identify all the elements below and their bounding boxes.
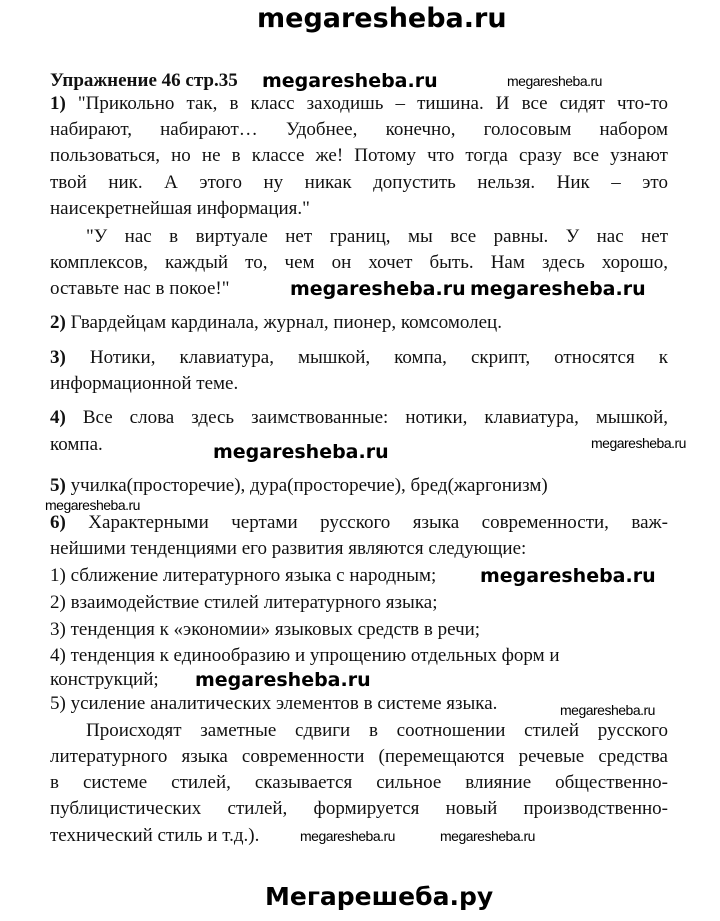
text-line xyxy=(50,799,668,819)
text-line xyxy=(50,313,668,333)
line-text: "Прикольно так, в класс заходишь – тишина. И все сидят что-то xyxy=(65,93,668,114)
line-text: публицистических стилей, формируется новый производственно- xyxy=(50,798,668,819)
item-number: 6) xyxy=(50,512,66,533)
watermark: megaresheba.ru xyxy=(262,70,438,92)
watermark: megaresheba.ru xyxy=(213,441,389,463)
watermark: megaresheba.ru xyxy=(440,828,535,844)
text-line xyxy=(50,146,668,166)
text-line xyxy=(50,513,668,533)
watermark-footer: Мегарешеба.ру xyxy=(265,882,494,911)
text-line xyxy=(50,747,668,767)
exercise-heading: Упражнение 46 стр.35 xyxy=(50,70,238,91)
text-line xyxy=(50,199,668,219)
watermark: megaresheba.ru xyxy=(195,669,371,691)
watermark: megaresheba.ru xyxy=(480,565,656,587)
watermark-top: megaresheba.ru xyxy=(257,3,507,34)
line-text: компа. xyxy=(50,434,103,455)
text-line xyxy=(50,593,668,613)
line-text: твой ник. А этого ну никак допустить нельзя. Ник – это xyxy=(50,172,668,193)
watermark: megaresheba.ru xyxy=(470,278,646,300)
item-number: 1) xyxy=(50,93,66,114)
item-number: 3) xyxy=(50,347,66,368)
text-line xyxy=(86,227,668,247)
item-number: 4) xyxy=(50,407,66,428)
line-text: конструкций; xyxy=(50,669,159,690)
line-text: училка(просторечие), дура(просторечие), бред(жаргонизм) xyxy=(65,475,548,496)
line-text: технический стиль и т.д.). xyxy=(50,825,260,846)
line-text: нейшими тенденциями его развития являются следующие: xyxy=(50,538,527,559)
text-line xyxy=(50,620,668,640)
watermark: megaresheba.ru xyxy=(507,73,602,89)
text-line xyxy=(50,408,668,428)
text-line xyxy=(50,253,668,273)
text-line xyxy=(50,94,668,114)
line-text: 2) взаимодействие стилей литературного языка; xyxy=(50,592,438,613)
line-text: литературного языка современности (перемещаются речевые средства xyxy=(50,746,668,767)
line-text: наисекретнейшая информация." xyxy=(50,198,310,219)
line-text: 5) усиление аналитических элементов в системе языка. xyxy=(50,693,498,714)
line-text: Все слова здесь заимствованные: нотики, клавиатура, мышкой, xyxy=(65,407,668,428)
text-line xyxy=(50,173,668,193)
watermark: megaresheba.ru xyxy=(591,435,686,451)
line-text: информационной теме. xyxy=(50,373,239,394)
line-text: комплексов, каждый то, чем он хочет быть. Нам здесь хорошо, xyxy=(50,252,668,273)
line-text: Характерными чертами русского языка современности, важ- xyxy=(65,512,668,533)
text-line xyxy=(50,476,668,496)
line-text: набирают, набирают… Удобнее, конечно, голосовым набором xyxy=(50,119,668,140)
watermark: megaresheba.ru xyxy=(45,497,140,513)
item-number: 5) xyxy=(50,475,66,496)
text-line xyxy=(50,539,668,559)
line-text: в системе стилей, сказывается сильное влияние общественно- xyxy=(50,772,668,793)
line-text: 4) тенденция к единообразию и упрощению отдельных форм и xyxy=(50,645,560,666)
line-text: 3) тенденция к «экономии» языковых средств в речи; xyxy=(50,619,481,640)
text-line xyxy=(50,120,668,140)
line-text: Происходят заметные сдвиги в соотношении стилей русского xyxy=(86,720,668,741)
text-line xyxy=(86,721,668,741)
text-line xyxy=(50,348,668,368)
line-text: Нотики, клавиатура, мышкой, компа, скрипт, относятся к xyxy=(65,347,668,368)
text-line xyxy=(50,374,668,394)
line-text: 1) сближение литературного языка с народным; xyxy=(50,565,437,586)
line-text: Гвардейцам кардинала, журнал, пионер, комсомолец. xyxy=(65,312,502,333)
line-text: "У нас в виртуале нет границ, мы все равны. У нас нет xyxy=(86,226,668,247)
line-text: оставьте нас в покое!" xyxy=(50,278,230,299)
text-line xyxy=(50,773,668,793)
watermark: megaresheba.ru xyxy=(290,278,466,300)
text-line xyxy=(50,646,668,666)
line-text: пользоваться, но не в классе же! Потому что тогда сразу все узнают xyxy=(50,145,668,166)
item-number: 2) xyxy=(50,312,66,333)
watermark: megaresheba.ru xyxy=(300,828,395,844)
watermark: megaresheba.ru xyxy=(560,702,655,718)
